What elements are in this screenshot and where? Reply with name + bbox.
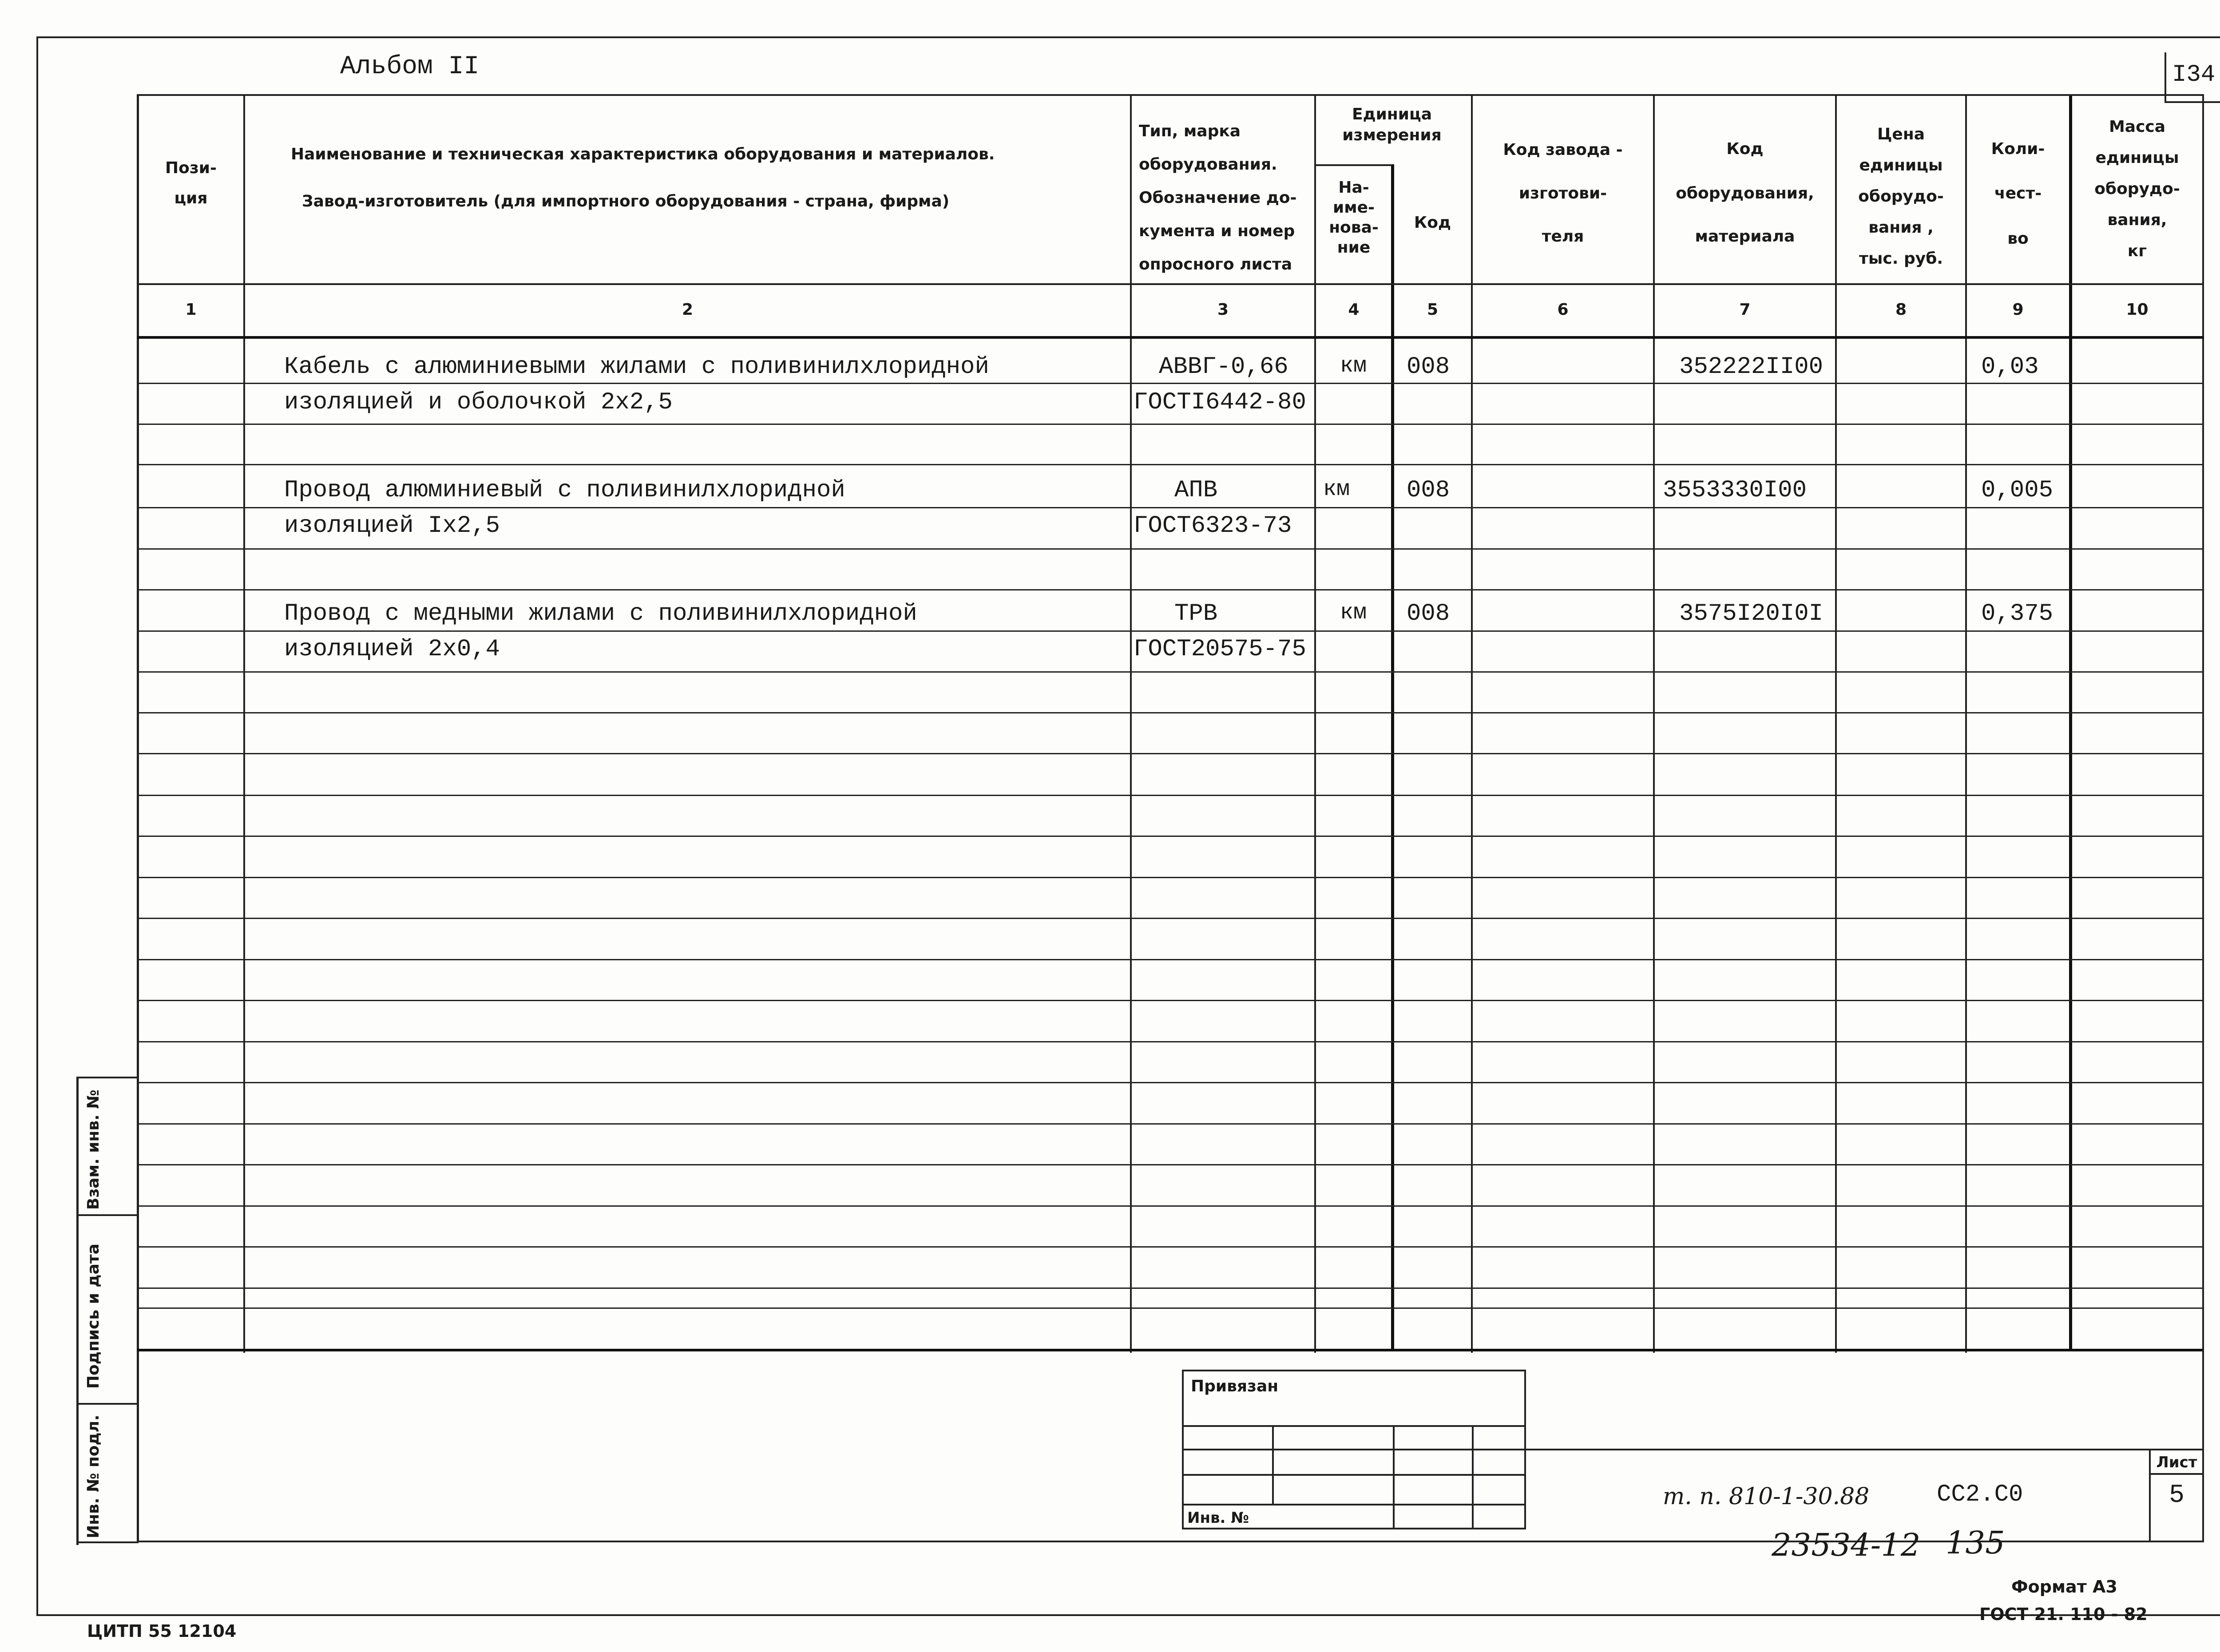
table-row-line — [137, 383, 2204, 384]
col-header-factory-2: изготови- — [1518, 184, 1607, 202]
handwritten-number: 23534-12 — [1772, 1527, 1921, 1563]
item-unit-code: 008 — [1407, 353, 1450, 380]
table-row-line — [137, 918, 2204, 919]
col-number: 9 — [2012, 301, 2024, 319]
table-row-line — [137, 1288, 2204, 1289]
col-header-qty-1: Коли- — [1991, 140, 2045, 158]
item-name: изоляцией и оболочкой 2х2,5 — [284, 389, 673, 416]
col-header-price-4: вания , — [1868, 218, 1934, 237]
col-header-mass-4: вания, — [2107, 211, 2167, 229]
table-row-line — [137, 1000, 2204, 1001]
item-name: изоляцией 2х0,4 — [284, 636, 500, 663]
side-stamp-inv: Инв. № подл. — [84, 1414, 103, 1538]
format-label: Формат А3 — [2011, 1577, 2117, 1597]
sheet-label: Лист — [2156, 1454, 2197, 1471]
col-header-mass-3: оборудо- — [2094, 180, 2180, 198]
item-code: 3575I20I0I — [1679, 600, 1824, 627]
doc-code: т. п. 810-1-30.88 — [1663, 1483, 1870, 1510]
col-number: 7 — [1739, 301, 1751, 319]
item-unit: км — [1340, 353, 1367, 379]
item-type: ТРВ — [1174, 600, 1218, 627]
item-doc: ГОСТI6442-80 — [1134, 389, 1306, 416]
page-number: I34 — [2172, 61, 2216, 88]
table-row-line — [137, 753, 2204, 754]
item-doc: ГОСТ20575-75 — [1134, 636, 1306, 663]
col-header-code-3: материала — [1695, 227, 1795, 246]
col-number: 1 — [185, 301, 197, 319]
table-row-line — [137, 548, 2204, 550]
table-row-line — [137, 630, 2204, 632]
table-row-line — [137, 1041, 2204, 1042]
item-unit: км — [1340, 600, 1367, 626]
item-qty: 0,005 — [1981, 477, 2054, 504]
table-row-line — [137, 1205, 2204, 1207]
col-header-unit-group: Единица измерения — [1342, 105, 1442, 144]
bound-label: Привязан — [1191, 1377, 1279, 1395]
table-row-line — [137, 1164, 2204, 1165]
table-row-line — [137, 836, 2204, 837]
item-code: 3553330I00 — [1663, 477, 1807, 504]
col-header-qty-3: во — [2007, 230, 2029, 248]
item-type: АПВ — [1174, 477, 1218, 504]
col-header-factory-1: Код завода - — [1503, 141, 1623, 159]
col-header-code-1: Код — [1726, 140, 1764, 158]
col-number: 10 — [2126, 301, 2149, 319]
table-row-line — [137, 712, 2204, 713]
item-type: АВВГ-0,66 — [1159, 353, 1288, 380]
table-row-line — [137, 1082, 2204, 1083]
item-qty: 0,375 — [1981, 600, 2054, 627]
col-number: 8 — [1895, 301, 1907, 319]
col-header-factory-3: теля — [1542, 227, 1584, 246]
table-row-line — [137, 795, 2204, 796]
item-doc: ГОСТ6323-73 — [1134, 512, 1292, 539]
col-header-mass-5: кг — [2127, 242, 2147, 260]
table-row-line — [137, 1246, 2204, 1248]
sheet-number: 5 — [2169, 1481, 2184, 1510]
col-header-mass-2: единицы — [2095, 149, 2179, 167]
table-row-line — [137, 877, 2204, 878]
col-header-price-1: Цена — [1877, 125, 1925, 143]
printer-label: ЦИТП 55 12104 — [87, 1621, 237, 1641]
col-header-type-3: Обозначение до- — [1139, 189, 1297, 207]
side-stamp-signature: Подпись и дата — [84, 1244, 103, 1389]
col-number: 3 — [1217, 301, 1229, 319]
col-header-price-2: единицы — [1859, 156, 1943, 174]
col-header-type-2: оборудования. — [1139, 155, 1277, 174]
item-unit-code: 008 — [1407, 600, 1450, 627]
side-stamp-replace: Взам. инв. № — [84, 1089, 103, 1210]
table-row-line — [137, 424, 2204, 425]
table-row-line — [137, 1123, 2204, 1125]
item-unit: км — [1323, 477, 1350, 502]
table-row-line — [137, 464, 2204, 465]
col-number: 2 — [682, 301, 694, 319]
col-header-type-1: Тип, марка — [1139, 122, 1241, 140]
album-title: Альбом II — [340, 52, 480, 81]
item-name: Кабель с алюминиевыми жилами с поливинилхлоридной — [284, 353, 989, 380]
item-qty: 0,03 — [1981, 353, 2039, 380]
col-header-position: Пози- ция — [165, 159, 217, 208]
col-header-qty-2: чест- — [1994, 184, 2042, 202]
col-number: 5 — [1427, 301, 1439, 319]
table-row-line — [137, 589, 2204, 590]
item-name: Провод с медными жилами с поливинилхлоридной — [284, 600, 917, 627]
col-header-name-2: Завод-изготовитель (для импортного оборудования - страна, фирма) — [302, 192, 950, 210]
handwritten-number-2: 135 — [1946, 1525, 2005, 1561]
col-header-unit-code: Код — [1414, 214, 1451, 232]
table-row-line — [137, 959, 2204, 960]
item-code: 352222II00 — [1679, 353, 1824, 380]
col-header-type-5: опросного листа — [1139, 255, 1292, 273]
gost-label: ГОСТ 21. 110 - 82 — [1979, 1604, 2148, 1624]
doc-mark: СС2.С0 — [1937, 1481, 2023, 1508]
col-number: 4 — [1348, 301, 1360, 319]
sheet-frame — [36, 36, 2220, 1616]
table-row-line — [137, 507, 2204, 508]
table-row-line — [137, 671, 2204, 673]
col-header-mass-1: Масса — [2109, 118, 2166, 136]
item-name: изоляцией Iх2,5 — [284, 512, 500, 539]
col-header-price-5: тыс. руб. — [1859, 250, 1943, 268]
col-header-type-4: кумента и номер — [1139, 222, 1295, 240]
inv-no-label: Инв. № — [1187, 1509, 1249, 1527]
col-number: 6 — [1557, 301, 1569, 319]
col-header-name-1: Наименование и техническая характеристика оборудования и материалов. — [291, 145, 995, 163]
item-name: Провод алюминиевый с поливинилхлоридной — [284, 477, 845, 504]
item-unit-code: 008 — [1407, 477, 1450, 504]
table-row-line — [137, 1307, 2204, 1309]
col-header-code-2: оборудования, — [1676, 184, 1814, 202]
col-header-price-3: оборудо- — [1858, 187, 1944, 206]
col-header-unit-name: На- име- нова- ние — [1329, 178, 1379, 257]
